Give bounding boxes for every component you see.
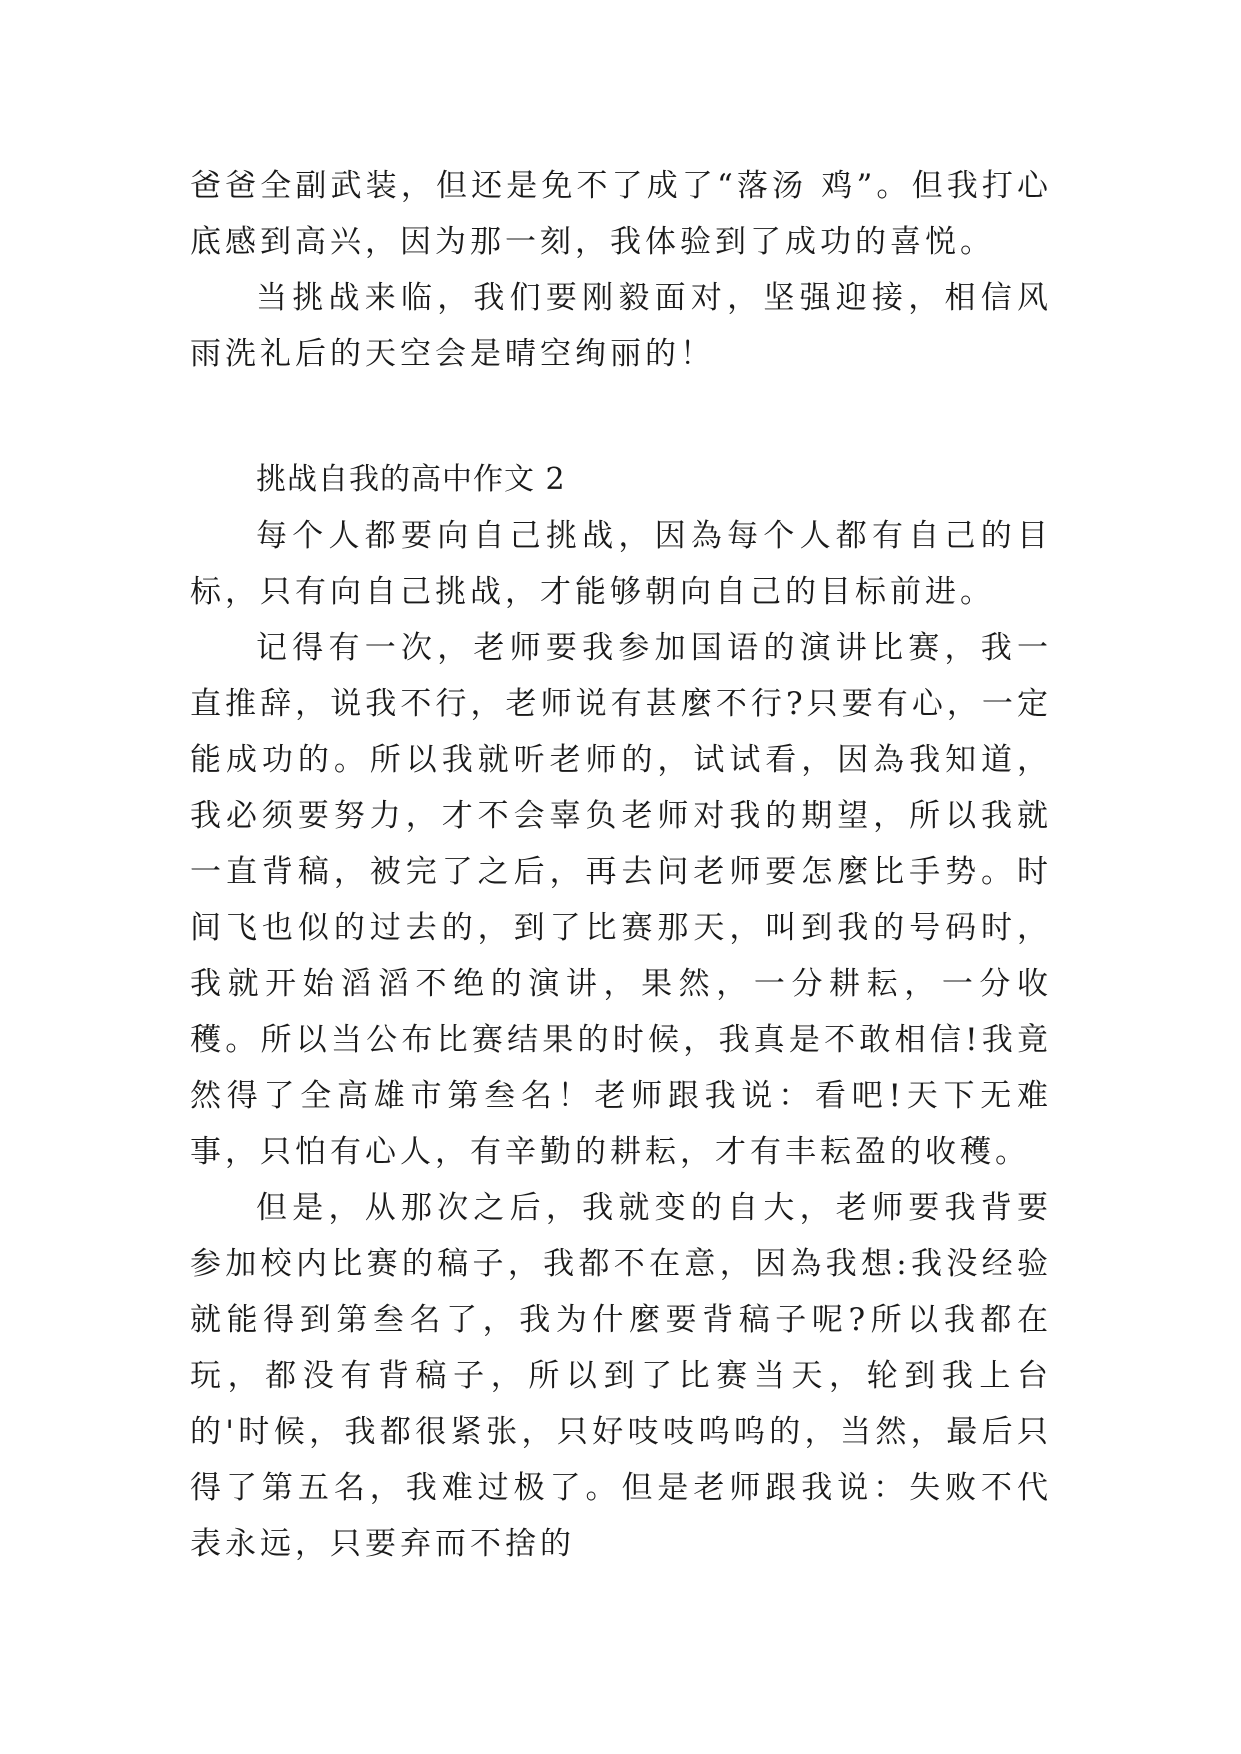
document-body [190,158,1052,1572]
paragraph-continued: 爸爸全副武装，但还是免不了成了“落汤 鸡”。但我打心底感到高兴，因为那一刻，我体验到了成功的喜悦。 [190,168,1052,260]
essay-title: 挑战自我的高中作文 2 [256,462,566,497]
essay-paragraph-2: 记得有一次，老师要我参加国语的演讲比赛，我一直推辞，说我不行，老师说有甚麼不行?只要有心，一定能成功的。所以我就听老师的，试试看，因為我知道，我必须要努力，才不会辜负老师对我的期望，所以我就一直背稿，被完了之后，再去问老师要怎麼比手势。时间飞也似的过去的，到了比赛那天，叫到我的号码时，我就开始滔滔不绝的演讲，果然，一分耕耘，一分收穫。所以当公布比赛结果的时候，我真是不敢相信!我竟然得了全高雄市第叁名！老师跟我说：看吧!天下无难事，只怕有心人，有辛勤的耕耘，才有丰耘盈的收穫。 [190,630,1052,1170]
paragraph-conclusion: 当挑战来临，我们要刚毅面对，坚强迎接，相信风雨洗礼后的天空会是晴空绚丽的！ [190,280,1052,372]
essay-paragraph-1: 每个人都要向自己挑战，因為每个人都有自己的目标，只有向自己挑战，才能够朝向自己的目标前进。 [190,518,1052,610]
essay-paragraph-3: 但是，从那次之后，我就变的自大，老师要我背要参加校内比赛的稿子，我都不在意，因為我想:我没经验就能得到第叁名了，我为什麼要背稿子呢?所以我都在玩，都没有背稿子，所以到了比赛当天，轮到我上台的'时候，我都很紧张，只好吱吱呜呜的，当然，最后只得了第五名，我难过极了。但是老师跟我说：失败不代表永远，只要弃而不捨的 [190,1190,1052,1562]
section-spacer [190,382,1052,452]
